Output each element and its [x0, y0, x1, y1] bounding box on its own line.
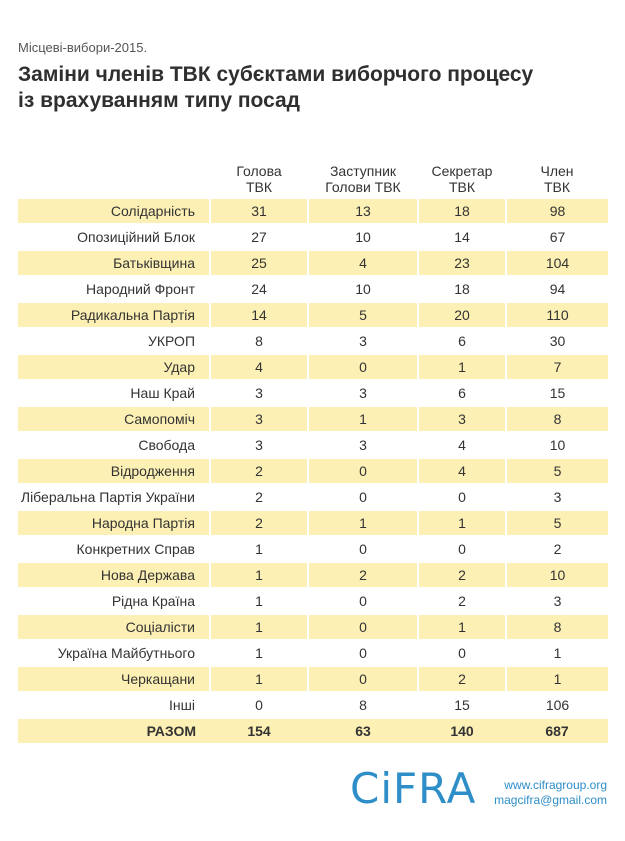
cell-value: 0 — [418, 484, 506, 510]
column-header-line2: ТВК — [245, 179, 273, 195]
cell-value: 3 — [210, 380, 308, 406]
cell-value: 2 — [308, 562, 418, 588]
cell-value: 1 — [210, 588, 308, 614]
table-row — [18, 484, 608, 510]
cell-value: 0 — [308, 484, 418, 510]
table-row — [18, 588, 608, 614]
table-row — [18, 224, 608, 250]
cell-value: 20 — [418, 302, 506, 328]
table-row — [18, 406, 608, 432]
cell-value: 0 — [308, 354, 418, 380]
supertitle: Місцеві-вибори-2015. — [18, 40, 148, 55]
chart-title — [18, 62, 618, 114]
cell-value: 1 — [418, 614, 506, 640]
column-header-line1: Заступник — [329, 163, 397, 179]
cell-value: 31 — [210, 199, 308, 224]
cell-value: 5 — [308, 302, 418, 328]
cell-value: 0 — [308, 666, 418, 692]
party-name: Інші — [169, 697, 195, 713]
total-value: 63 — [308, 718, 418, 743]
cell-value: 1 — [210, 614, 308, 640]
cell-value: 1 — [210, 666, 308, 692]
table-row — [18, 536, 608, 562]
table-row — [18, 354, 608, 380]
title-line-2: із врахуванням типу посад — [18, 89, 301, 112]
cell-value: 0 — [418, 536, 506, 562]
header-empty-cell — [18, 155, 210, 199]
cell-value: 98 — [506, 199, 608, 224]
table-row — [18, 562, 608, 588]
cell-value: 0 — [308, 458, 418, 484]
cell-value: 4 — [210, 354, 308, 380]
data-table — [18, 155, 608, 743]
party-name: Солідарність — [18, 199, 210, 224]
cell-value: 0 — [308, 614, 418, 640]
website-link[interactable]: www.cifragroup.org — [504, 778, 607, 792]
cell-value: 1 — [506, 666, 608, 692]
cell-value: 2 — [210, 484, 308, 510]
party-name: Рідна Країна — [111, 593, 195, 609]
party-name: Народна Партія — [18, 510, 210, 536]
cell-value: 3 — [308, 380, 418, 406]
cell-value: 15 — [418, 692, 506, 718]
party-name: Нова Держава — [18, 562, 210, 588]
column-header-line1: Член — [540, 163, 574, 179]
cell-value: 6 — [418, 380, 506, 406]
cell-value: 94 — [506, 276, 608, 302]
cell-value: 23 — [418, 250, 506, 276]
cell-value: 2 — [418, 562, 506, 588]
cell-value: 4 — [418, 458, 506, 484]
table-row — [18, 614, 608, 640]
party-name: Самопоміч — [18, 406, 210, 432]
cell-value: 15 — [506, 380, 608, 406]
cell-value: 2 — [506, 536, 608, 562]
cell-value: 13 — [308, 199, 418, 224]
cell-value: 3 — [418, 406, 506, 432]
total-label: РАЗОМ — [18, 718, 210, 743]
table-row — [18, 510, 608, 536]
cell-value: 10 — [308, 224, 418, 250]
cell-value: 4 — [308, 250, 418, 276]
party-name: Наш Край — [130, 385, 195, 401]
column-header-line2: ТВК — [543, 179, 571, 195]
column-header-line2: ТВК — [448, 179, 476, 195]
cell-value: 3 — [506, 484, 608, 510]
party-name: Черкащани — [18, 666, 210, 692]
table-row — [18, 276, 608, 302]
cell-value: 0 — [308, 588, 418, 614]
table-body — [18, 199, 608, 718]
cell-value: 27 — [210, 224, 308, 250]
cell-value: 3 — [308, 432, 418, 458]
cell-value: 5 — [506, 510, 608, 536]
cell-value: 106 — [506, 692, 608, 718]
column-header-deputy — [308, 155, 418, 199]
column-header-head — [210, 155, 308, 199]
party-name: Україна Майбутнього — [57, 645, 195, 661]
cell-value: 1 — [308, 510, 418, 536]
cell-value: 8 — [506, 614, 608, 640]
cell-value: 10 — [506, 432, 608, 458]
contact-info — [494, 778, 607, 808]
cell-value: 5 — [506, 458, 608, 484]
cell-value: 7 — [506, 354, 608, 380]
party-name: Удар — [18, 354, 210, 380]
table-row — [18, 380, 608, 406]
cell-value: 8 — [308, 692, 418, 718]
party-name: Відродження — [18, 458, 210, 484]
cell-value: 10 — [308, 276, 418, 302]
cell-value: 1 — [506, 640, 608, 666]
cell-value: 1 — [418, 510, 506, 536]
cifra-logo: CiFRA — [350, 764, 477, 813]
cell-value: 3 — [210, 406, 308, 432]
party-name: Конкретних Справ — [76, 541, 195, 557]
cell-value: 1 — [308, 406, 418, 432]
cell-value: 24 — [210, 276, 308, 302]
cell-value: 3 — [308, 328, 418, 354]
cell-value: 1 — [210, 536, 308, 562]
title-line-1: Заміни членів ТВК субєктами виборчого процесу — [18, 63, 534, 86]
column-header-member — [506, 155, 608, 199]
cell-value: 110 — [506, 302, 608, 328]
total-value: 154 — [210, 718, 308, 743]
cell-value: 30 — [506, 328, 608, 354]
cell-value: 18 — [418, 276, 506, 302]
table-row — [18, 328, 608, 354]
table-row — [18, 432, 608, 458]
party-name: УКРОП — [147, 333, 195, 349]
total-value: 687 — [506, 718, 608, 743]
cell-value: 4 — [418, 432, 506, 458]
cell-value: 1 — [210, 562, 308, 588]
cell-value: 0 — [418, 640, 506, 666]
party-name: Соціалісти — [18, 614, 210, 640]
table-row — [18, 199, 608, 224]
party-name: Батьківщина — [18, 250, 210, 276]
party-name: Радикальна Партія — [18, 302, 210, 328]
cell-value: 8 — [210, 328, 308, 354]
email-link[interactable]: magcifra@gmail.com — [494, 793, 607, 807]
cell-value: 10 — [506, 562, 608, 588]
column-header-line1: Голова — [236, 163, 282, 179]
cell-value: 67 — [506, 224, 608, 250]
cell-value: 6 — [418, 328, 506, 354]
cell-value: 8 — [506, 406, 608, 432]
cell-value: 3 — [506, 588, 608, 614]
cell-value: 2 — [210, 510, 308, 536]
cell-value: 18 — [418, 199, 506, 224]
table-row — [18, 302, 608, 328]
cell-value: 3 — [210, 432, 308, 458]
cell-value: 1 — [210, 640, 308, 666]
party-name: Опозиційний Блок — [77, 229, 195, 245]
table-row — [18, 250, 608, 276]
table-row — [18, 458, 608, 484]
total-value: 140 — [418, 718, 506, 743]
cell-value: 0 — [210, 692, 308, 718]
cell-value: 2 — [418, 588, 506, 614]
column-header-secretary — [418, 155, 506, 199]
cell-value: 25 — [210, 250, 308, 276]
cell-value: 2 — [210, 458, 308, 484]
party-name: Свобода — [138, 437, 195, 453]
cell-value: 104 — [506, 250, 608, 276]
cell-value: 2 — [418, 666, 506, 692]
cell-value: 0 — [308, 640, 418, 666]
cell-value: 14 — [418, 224, 506, 250]
table-row — [18, 666, 608, 692]
table-row — [18, 640, 608, 666]
column-header-line2: Голови ТВК — [325, 179, 401, 195]
cell-value: 14 — [210, 302, 308, 328]
cell-value: 0 — [308, 536, 418, 562]
total-row — [18, 718, 608, 743]
party-name: Народний Фронт — [86, 281, 195, 297]
column-header-line1: Секретар — [431, 163, 493, 179]
header-row — [18, 155, 608, 199]
table-row — [18, 692, 608, 718]
cell-value: 1 — [418, 354, 506, 380]
party-name: Ліберальна Партія України — [20, 489, 195, 505]
